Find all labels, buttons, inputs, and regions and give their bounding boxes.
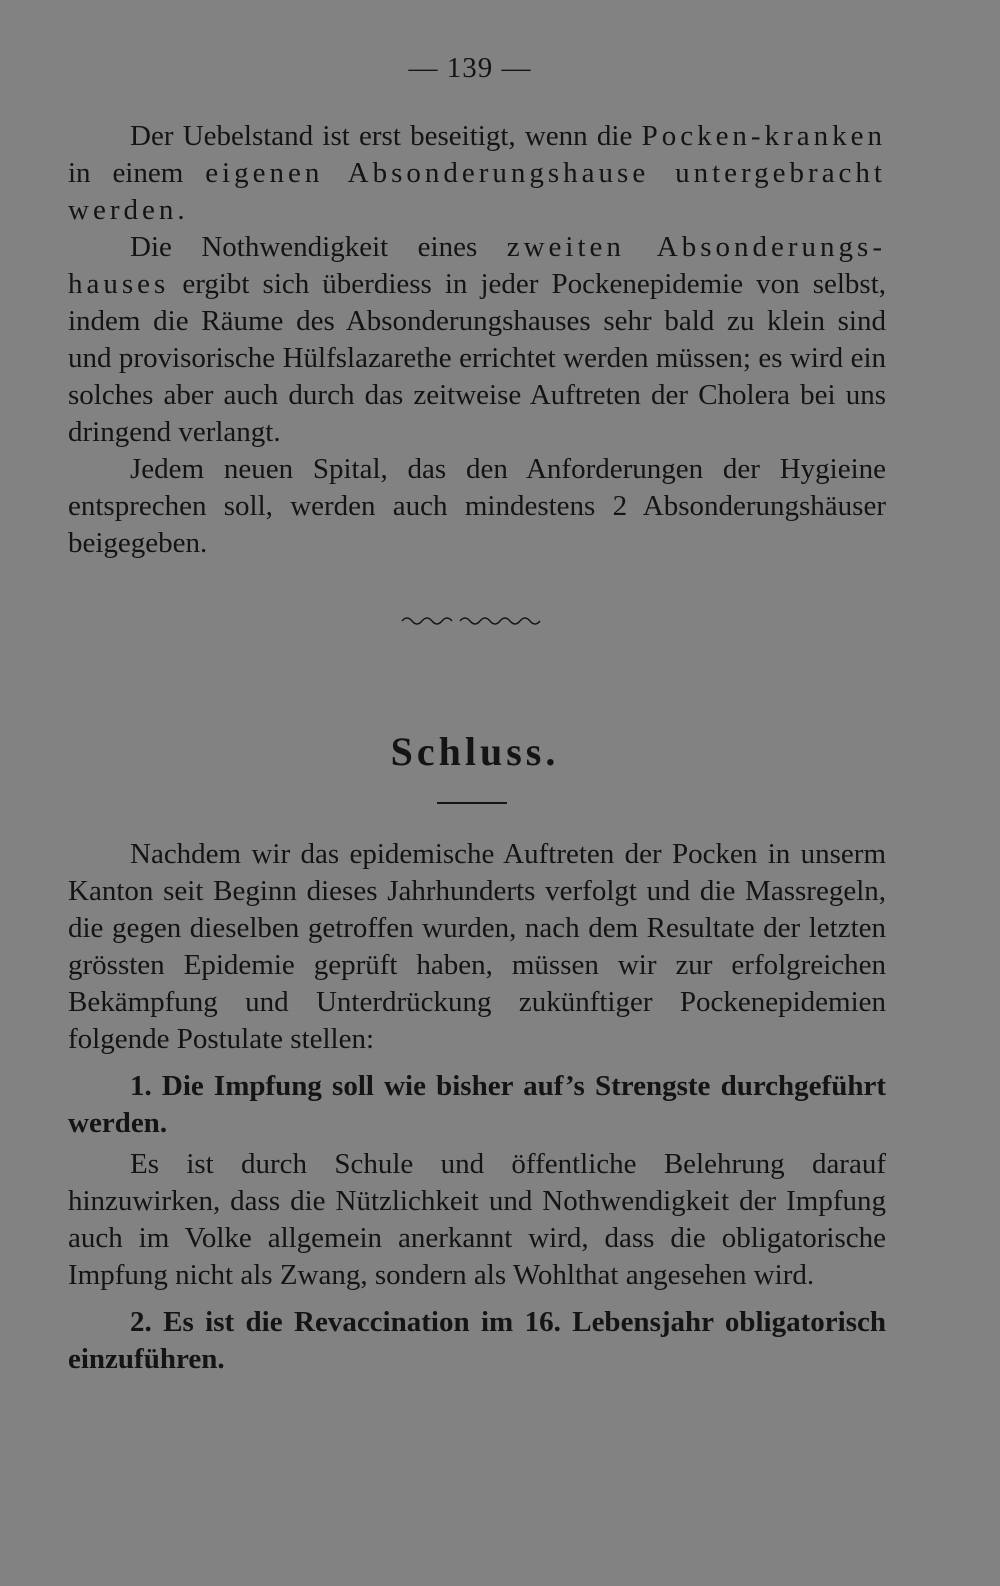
page-number: — 139 —	[408, 52, 532, 84]
paragraph-2	[68, 229, 886, 451]
spaced-emphasis: Pocken-kranken	[641, 120, 886, 152]
section-heading: Schluss.	[390, 729, 560, 774]
text-run: ergibt sich überdiess in jeder Pockenepidemie von selbst, indem die Räume des Absonderungshauses sehr bald zu klein sind und provisorische Hülfslazarethe errichtet werden müssen; es wird ein solches aber auch durch das zeitweise Auftreten der Cholera bei uns dringend verlangt.	[68, 268, 886, 448]
postulate-2-title: 2. Es ist die Revaccination im 16. Lebensjahr obligatorisch einzuführen.	[68, 1306, 886, 1375]
paragraph-1	[68, 118, 886, 229]
postulate-1-text: Es ist durch Schule und öffentliche Belehrung darauf hinzuwirken, dass die Nützlichkeit und Nothwendigkeit der Impfung auch im Volke allgemein anerkannt wird, dass die obligatorische Impfung nicht als Zwang, sondern als Wohlthat angesehen wird.	[68, 1148, 886, 1291]
text-run: Der Uebelstand ist erst beseitigt, wenn die	[130, 120, 642, 152]
text-run: Die Nothwendigkeit eines	[130, 231, 507, 263]
postulate-1-title: 1. Die Impfung soll wie bisher auf’s Strengste durchgeführt werden.	[68, 1070, 886, 1139]
spaced-emphasis: zweiten Absonderungs-hauses	[68, 231, 886, 300]
intro-paragraph: Nachdem wir das epidemische Auftreten der Pocken in unserm Kanton seit Beginn dieses Jahrhunderts verfolgt und die Massregeln, die gegen dieselben getroffen wurden, nach dem Resultate der letzten grössten Epidemie geprüft haben, müssen wir zur erfolgreichen Bekämpfung und Unterdrückung zukünftiger Pockenepidemien folgende Postulate stellen:	[68, 838, 886, 1055]
spaced-emphasis: eigenen Absonderungshause untergebracht werden.	[68, 157, 886, 226]
text-run: in einem	[68, 157, 206, 189]
paragraph-3: Jedem neuen Spital, das den Anforderungen der Hygieine entsprechen soll, werden auch mindestens 2 Absonderungshäuser beigegeben.	[68, 453, 886, 559]
heading-rule	[437, 802, 507, 804]
section-pockenkranken	[68, 118, 886, 562]
section-schluss	[68, 836, 886, 1378]
ornament-divider	[400, 608, 550, 632]
